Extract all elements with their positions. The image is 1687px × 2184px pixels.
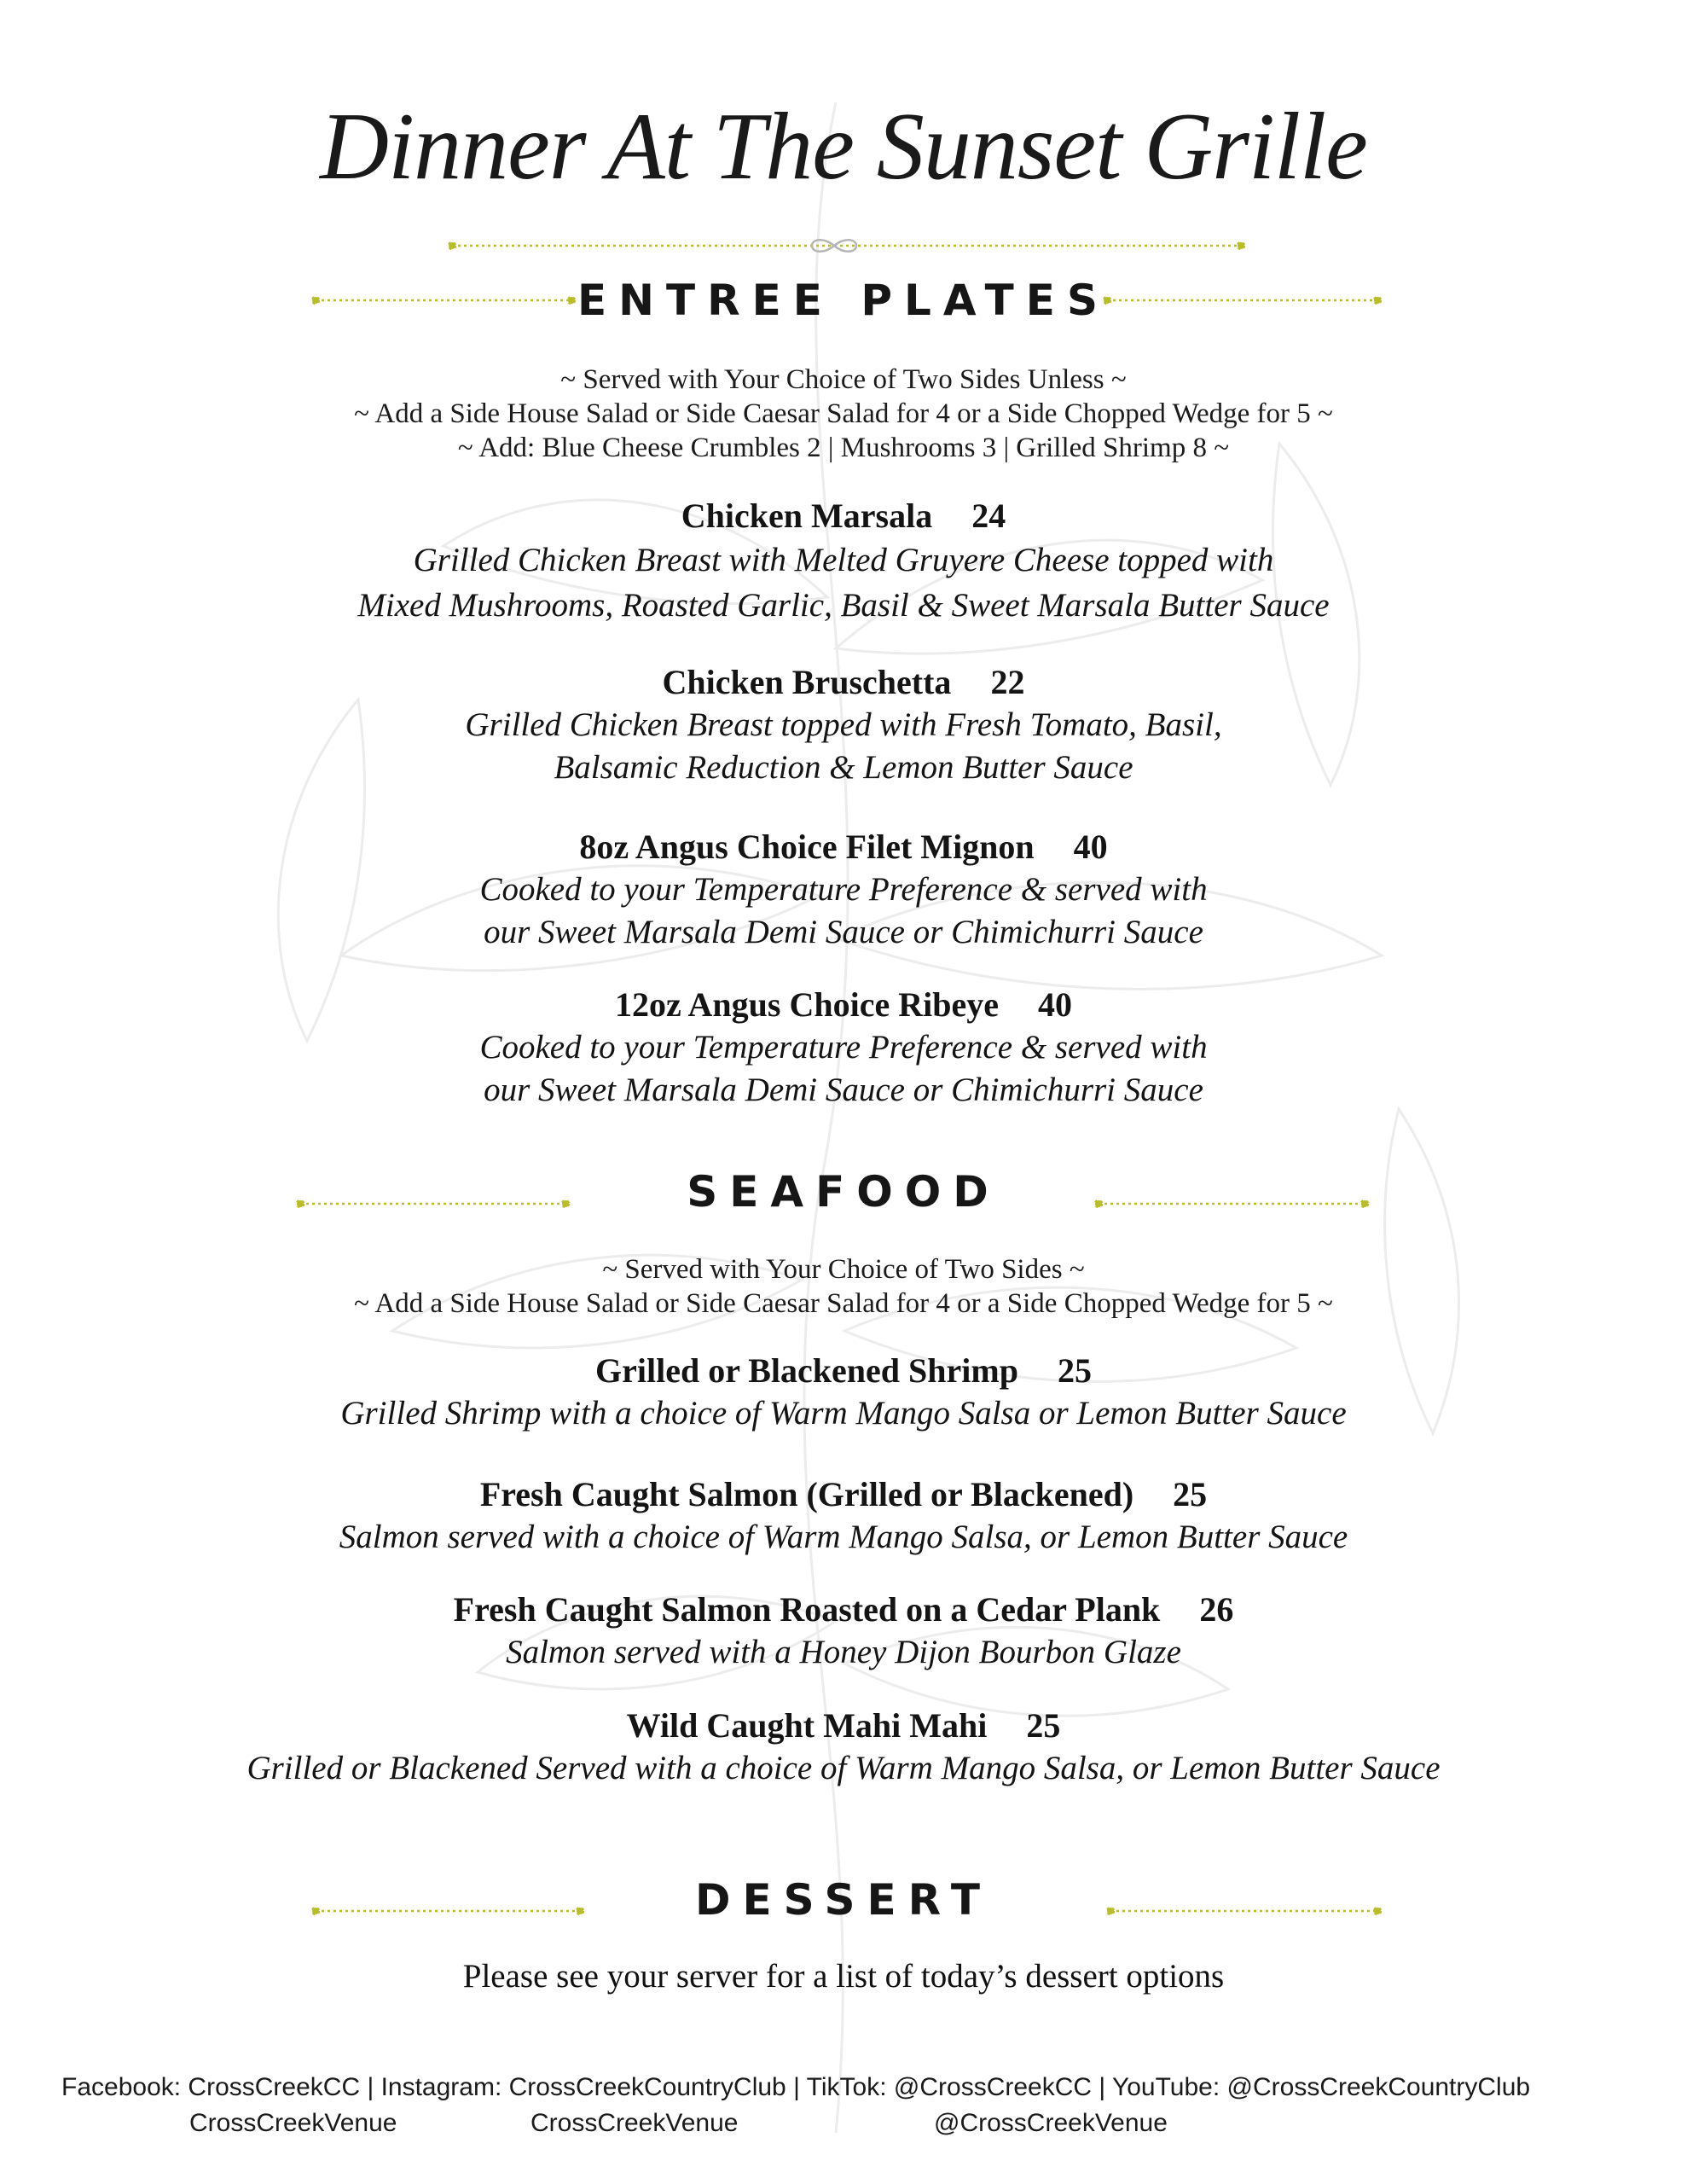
item-description: Balsamic Reduction & Lemon Butter Sauce [554,749,1133,786]
item-price: 25 [1173,1475,1208,1513]
item-name-line [0,1473,1687,1516]
item-name-line [0,495,1687,537]
seafood-note: ~ Served with Your Choice of Two Sides ~ [602,1254,1085,1285]
item-description: Cooked to your Temperature Preference & served with [479,1029,1208,1066]
dessert-note: Please see your server for a list of today’s dessert options [462,1958,1225,1995]
entree-notes [0,363,1687,465]
item-price: 40 [1073,828,1108,866]
item-price: 25 [1057,1351,1092,1390]
menu-item-ribeye [0,984,1687,1112]
item-name: Grilled or Blackened Shrimp [595,1351,1018,1390]
item-name: Wild Caught Mahi Mahi [626,1706,988,1745]
item-description: our Sweet Marsala Demi Sauce or Chimichurri Sauce [484,1072,1203,1108]
item-description: Grilled Chicken Breast topped with Fresh Tomato, Basil, [465,706,1222,743]
entree-note: ~ Add a Side House Salad or Side Caesar Salad for 4 or a Side Chopped Wedge for 5 ~ [354,398,1333,429]
item-name: Chicken Marsala [681,497,933,535]
seafood-notes [0,1252,1687,1321]
entree-note: ~ Served with Your Choice of Two Sides Unless ~ [560,364,1127,395]
item-price: 22 [990,663,1025,701]
section-title-seafood: SEAFOOD [687,1167,1000,1217]
menu-item-salmon [0,1473,1687,1559]
item-description: Cooked to your Temperature Preference & served with [479,871,1208,908]
section-title-entree: ENTREE PLATES [577,276,1110,325]
item-description: Salmon served with a choice of Warm Mango Salsa, or Lemon Butter Sauce [339,1519,1348,1555]
menu-title: Dinner At The Sunset Grille [320,94,1367,200]
item-name-line [0,984,1687,1026]
facebook-venue-handle: CrossCreekVenue [189,2109,397,2137]
item-name-line [0,1350,1687,1392]
item-description: Salmon served with a Honey Dijon Bourbon Glaze [506,1634,1181,1670]
menu-item-filet-mignon [0,826,1687,954]
item-price: 26 [1199,1590,1234,1629]
item-name: Fresh Caught Salmon (Grilled or Blackened) [479,1475,1134,1513]
menu-item-chicken-marsala [0,495,1687,628]
item-description: Grilled Shrimp with a choice of Warm Mango Salsa or Lemon Butter Sauce [340,1395,1347,1432]
item-name: 8oz Angus Choice Filet Mignon [579,828,1035,866]
item-name: Chicken Bruschetta [662,663,952,701]
item-description: Grilled Chicken Breast with Melted Gruyere Cheese topped with [413,542,1274,578]
item-name-line [0,1705,1687,1747]
tiktok-venue-handle: @CrossCreekVenue [934,2109,1168,2137]
item-price: 25 [1026,1706,1061,1745]
item-name: 12oz Angus Choice Ribeye [615,985,999,1024]
entree-note: ~ Add: Blue Cheese Crumbles 2 | Mushrooms 3 | Grilled Shrimp 8 ~ [457,433,1230,463]
section-title-dessert: DESSERT [695,1875,992,1925]
menu-item-shrimp [0,1350,1687,1435]
item-price: 24 [971,497,1006,535]
item-name-line [0,1589,1687,1631]
item-description: Mixed Mushrooms, Roasted Garlic, Basil & Sweet Marsala Butter Sauce [357,587,1330,624]
item-description: our Sweet Marsala Demi Sauce or Chimichurri Sauce [484,914,1203,950]
seafood-note: ~ Add a Side House Salad or Side Caesar Salad for 4 or a Side Chopped Wedge for 5 ~ [354,1288,1333,1319]
item-name-line [0,826,1687,868]
menu-item-mahi-mahi [0,1705,1687,1790]
item-name: Fresh Caught Salmon Roasted on a Cedar Plank [453,1590,1161,1629]
social-footer [0,2073,1687,2158]
instagram-venue-handle: CrossCreekVenue [530,2109,739,2137]
menu-item-chicken-bruschetta [0,661,1687,789]
menu-item-cedar-plank-salmon [0,1589,1687,1674]
item-description: Grilled or Blackened Served with a choice of Warm Mango Salsa, or Lemon Butter Sauce [246,1750,1441,1786]
social-links-line: Facebook: CrossCreekCC | Instagram: CrossCreekCountryClub | TikTok: @CrossCreekCC | YouTube: @CrossCreekCountryClub [61,2073,1531,2101]
item-name-line [0,661,1687,704]
item-price: 40 [1038,985,1072,1024]
